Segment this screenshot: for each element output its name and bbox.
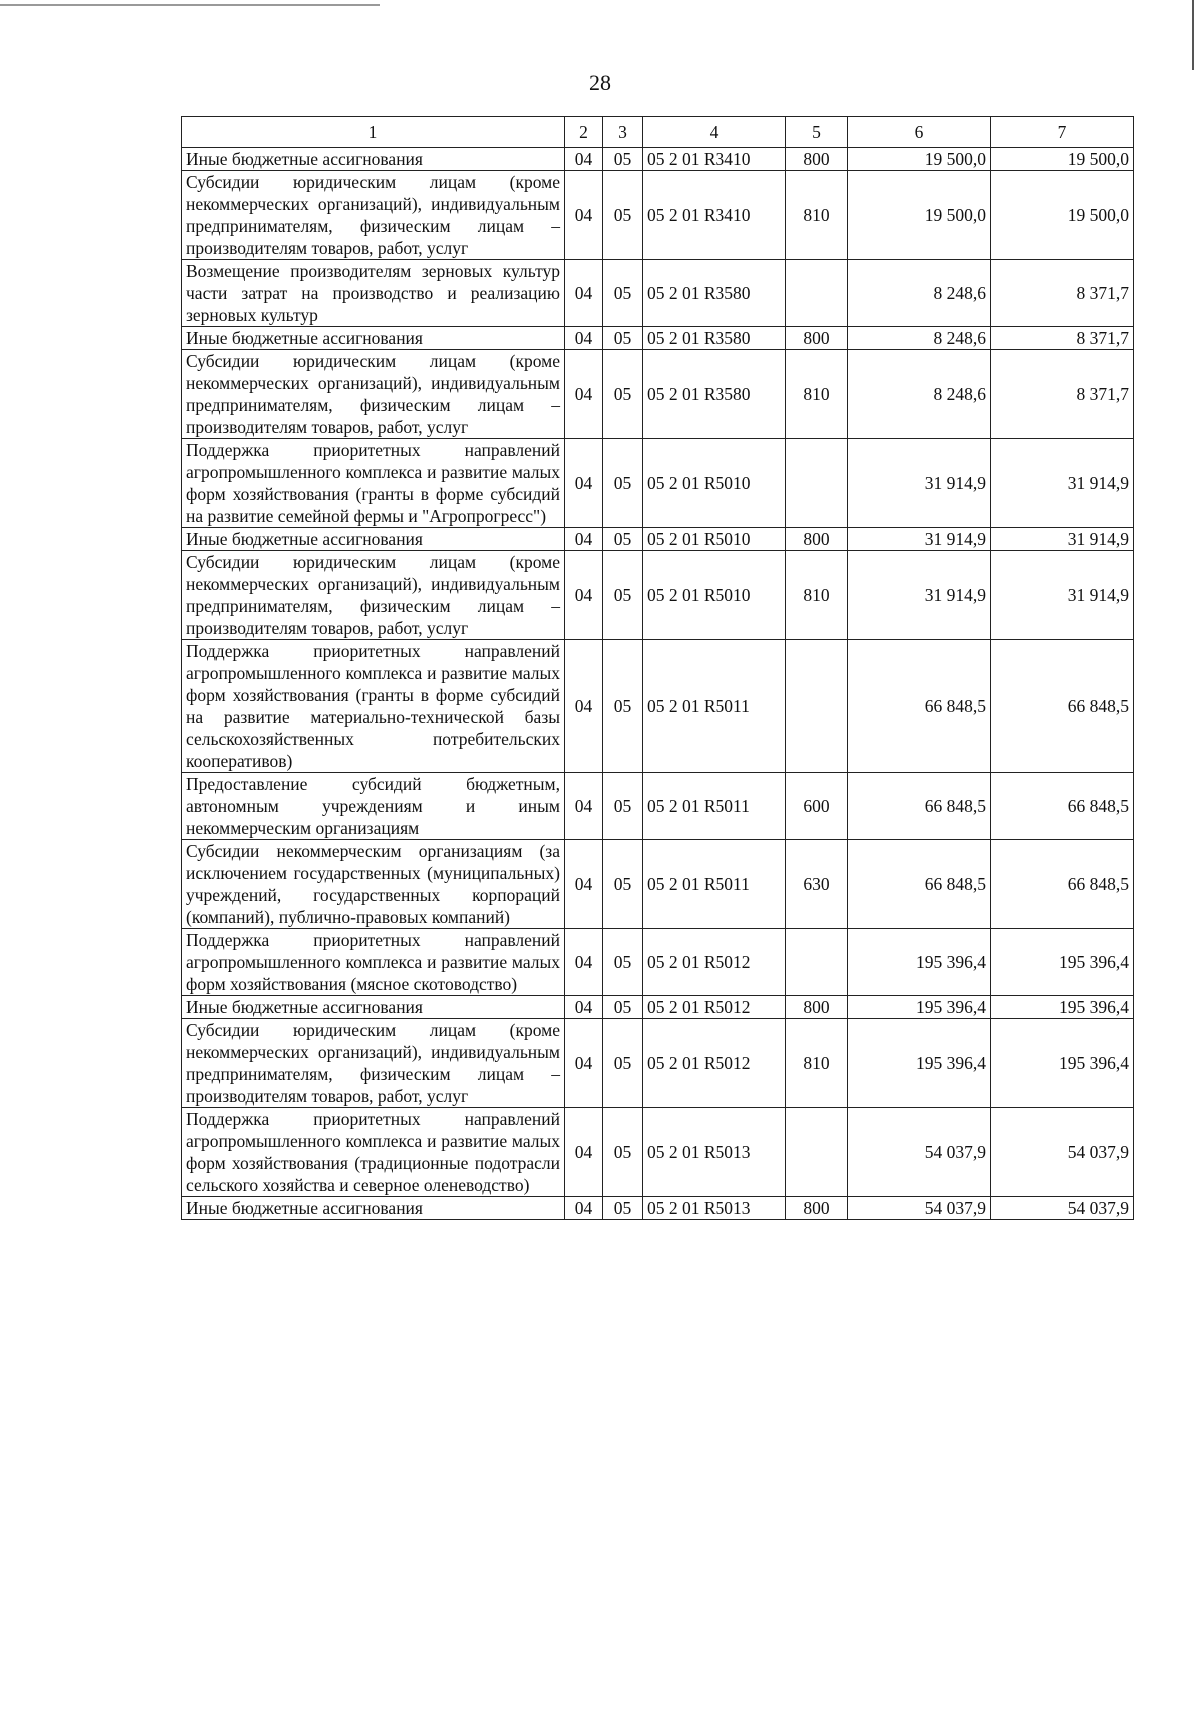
header-cell: 4 <box>643 117 786 148</box>
row-col3-cell: 05 <box>603 1019 643 1108</box>
header-cell: 2 <box>565 117 603 148</box>
row-col2-cell: 04 <box>565 148 603 171</box>
row-code-cell: 05 2 01 R3580 <box>643 350 786 439</box>
row-col2-cell: 04 <box>565 171 603 260</box>
header-cell: 3 <box>603 117 643 148</box>
row-amount-cell: 195 396,4 <box>991 1019 1134 1108</box>
table-row <box>182 528 1134 551</box>
row-col3-cell: 05 <box>603 1108 643 1197</box>
table-body <box>182 148 1134 1220</box>
row-amount-cell: 195 396,4 <box>991 929 1134 996</box>
row-amount-cell: 31 914,9 <box>848 528 991 551</box>
row-col5-cell: 810 <box>786 350 848 439</box>
row-code-cell: 05 2 01 R3410 <box>643 171 786 260</box>
row-amount-cell: 19 500,0 <box>991 148 1134 171</box>
row-col5-cell <box>786 1108 848 1197</box>
row-col3-cell: 05 <box>603 1197 643 1220</box>
row-col2-cell: 04 <box>565 260 603 327</box>
row-amount-cell: 8 248,6 <box>848 260 991 327</box>
row-code-cell: 05 2 01 R3580 <box>643 327 786 350</box>
table-row <box>182 439 1134 528</box>
row-amount-cell: 8 371,7 <box>991 327 1134 350</box>
table-row <box>182 148 1134 171</box>
scan-edge-mark <box>1192 0 1194 70</box>
row-amount-cell: 66 848,5 <box>991 773 1134 840</box>
row-name-cell: Возмещение производителям зерновых культур части затрат на производство и реализацию зерновых культур <box>182 260 565 327</box>
row-col2-cell: 04 <box>565 350 603 439</box>
table-row <box>182 996 1134 1019</box>
table-row <box>182 640 1134 773</box>
row-col3-cell: 05 <box>603 996 643 1019</box>
row-amount-cell: 66 848,5 <box>848 640 991 773</box>
row-amount-cell: 195 396,4 <box>991 996 1134 1019</box>
row-amount-cell: 8 371,7 <box>991 260 1134 327</box>
row-col5-cell <box>786 929 848 996</box>
row-amount-cell: 54 037,9 <box>848 1197 991 1220</box>
row-amount-cell: 66 848,5 <box>848 840 991 929</box>
row-code-cell: 05 2 01 R5011 <box>643 640 786 773</box>
scan-edge-mark <box>0 4 380 6</box>
row-name-cell: Субсидии юридическим лицам (кроме некоммерческих организаций), индивидуальным предпринимателям, физическим лицам – производителям товаров, работ, услуг <box>182 171 565 260</box>
row-code-cell: 05 2 01 R5011 <box>643 773 786 840</box>
table-row <box>182 840 1134 929</box>
row-amount-cell: 66 848,5 <box>991 640 1134 773</box>
header-cell: 5 <box>786 117 848 148</box>
table-row <box>182 171 1134 260</box>
row-col3-cell: 05 <box>603 640 643 773</box>
row-col2-cell: 04 <box>565 840 603 929</box>
header-row <box>182 117 1134 148</box>
row-name-cell: Поддержка приоритетных направлений агропромышленного комплекса и развитие малых форм хозяйствования (традиционные подотрасли сельского хозяйства и северное оленеводство) <box>182 1108 565 1197</box>
row-name-cell: Субсидии некоммерческим организациям (за исключением государственных (муниципальных) учреждений, государственных корпораций (компаний), публично-правовых компаний) <box>182 840 565 929</box>
row-col5-cell: 800 <box>786 148 848 171</box>
row-col5-cell: 600 <box>786 773 848 840</box>
row-name-cell: Иные бюджетные ассигнования <box>182 327 565 350</box>
row-col5-cell: 810 <box>786 1019 848 1108</box>
row-col2-cell: 04 <box>565 1197 603 1220</box>
budget-table <box>181 116 1134 1220</box>
row-code-cell: 05 2 01 R5013 <box>643 1197 786 1220</box>
row-code-cell: 05 2 01 R5012 <box>643 996 786 1019</box>
row-col3-cell: 05 <box>603 929 643 996</box>
row-amount-cell: 54 037,9 <box>991 1108 1134 1197</box>
row-col2-cell: 04 <box>565 439 603 528</box>
row-name-cell: Поддержка приоритетных направлений агропромышленного комплекса и развитие малых форм хозяйствования (гранты в форме субсидий на развитие семейной фермы и "Агропрогресс") <box>182 439 565 528</box>
row-col2-cell: 04 <box>565 1019 603 1108</box>
row-col3-cell: 05 <box>603 260 643 327</box>
row-col5-cell <box>786 260 848 327</box>
row-amount-cell: 8 248,6 <box>848 350 991 439</box>
row-col5-cell: 800 <box>786 528 848 551</box>
row-code-cell: 05 2 01 R3410 <box>643 148 786 171</box>
header-cell: 7 <box>991 117 1134 148</box>
row-col3-cell: 05 <box>603 551 643 640</box>
row-col5-cell: 630 <box>786 840 848 929</box>
row-col2-cell: 04 <box>565 996 603 1019</box>
row-col2-cell: 04 <box>565 1108 603 1197</box>
row-col2-cell: 04 <box>565 528 603 551</box>
row-code-cell: 05 2 01 R5010 <box>643 551 786 640</box>
row-col5-cell <box>786 640 848 773</box>
row-col5-cell: 800 <box>786 1197 848 1220</box>
row-code-cell: 05 2 01 R5011 <box>643 840 786 929</box>
row-code-cell: 05 2 01 R5010 <box>643 439 786 528</box>
row-code-cell: 05 2 01 R5012 <box>643 929 786 996</box>
row-code-cell: 05 2 01 R5010 <box>643 528 786 551</box>
row-col3-cell: 05 <box>603 773 643 840</box>
row-col2-cell: 04 <box>565 551 603 640</box>
row-col5-cell: 810 <box>786 171 848 260</box>
header-cell: 1 <box>182 117 565 148</box>
table-row <box>182 773 1134 840</box>
row-col3-cell: 05 <box>603 171 643 260</box>
row-col3-cell: 05 <box>603 528 643 551</box>
row-amount-cell: 19 500,0 <box>848 148 991 171</box>
row-col3-cell: 05 <box>603 327 643 350</box>
row-amount-cell: 66 848,5 <box>991 840 1134 929</box>
table-row <box>182 1019 1134 1108</box>
row-amount-cell: 31 914,9 <box>991 439 1134 528</box>
table-row <box>182 1108 1134 1197</box>
row-amount-cell: 54 037,9 <box>991 1197 1134 1220</box>
row-col3-cell: 05 <box>603 439 643 528</box>
table-row <box>182 350 1134 439</box>
row-amount-cell: 19 500,0 <box>991 171 1134 260</box>
row-col3-cell: 05 <box>603 350 643 439</box>
row-col5-cell: 800 <box>786 327 848 350</box>
row-amount-cell: 8 371,7 <box>991 350 1134 439</box>
table-row <box>182 551 1134 640</box>
table-row <box>182 1197 1134 1220</box>
row-name-cell: Поддержка приоритетных направлений агропромышленного комплекса и развитие малых форм хозяйствования (гранты в форме субсидий на развитие материально-технической базы сельскохозяйственных потребительских кооперативов) <box>182 640 565 773</box>
row-code-cell: 05 2 01 R5013 <box>643 1108 786 1197</box>
row-col5-cell <box>786 439 848 528</box>
row-amount-cell: 54 037,9 <box>848 1108 991 1197</box>
row-amount-cell: 195 396,4 <box>848 996 991 1019</box>
row-code-cell: 05 2 01 R3580 <box>643 260 786 327</box>
row-col2-cell: 04 <box>565 929 603 996</box>
row-col2-cell: 04 <box>565 773 603 840</box>
row-name-cell: Субсидии юридическим лицам (кроме некоммерческих организаций), индивидуальным предпринимателям, физическим лицам – производителям товаров, работ, услуг <box>182 350 565 439</box>
row-amount-cell: 195 396,4 <box>848 929 991 996</box>
row-col3-cell: 05 <box>603 840 643 929</box>
row-name-cell: Субсидии юридическим лицам (кроме некоммерческих организаций), индивидуальным предпринимателям, физическим лицам – производителям товаров, работ, услуг <box>182 1019 565 1108</box>
row-col5-cell: 800 <box>786 996 848 1019</box>
table-row <box>182 327 1134 350</box>
row-col2-cell: 04 <box>565 327 603 350</box>
row-col5-cell: 810 <box>786 551 848 640</box>
row-amount-cell: 195 396,4 <box>848 1019 991 1108</box>
table-row <box>182 260 1134 327</box>
row-amount-cell: 8 248,6 <box>848 327 991 350</box>
row-amount-cell: 31 914,9 <box>991 551 1134 640</box>
row-name-cell: Иные бюджетные ассигнования <box>182 1197 565 1220</box>
row-name-cell: Иные бюджетные ассигнования <box>182 528 565 551</box>
page-number: 28 <box>589 70 611 95</box>
row-name-cell: Субсидии юридическим лицам (кроме некоммерческих организаций), индивидуальным предпринимателям, физическим лицам – производителям товаров, работ, услуг <box>182 551 565 640</box>
row-amount-cell: 19 500,0 <box>848 171 991 260</box>
row-name-cell: Иные бюджетные ассигнования <box>182 996 565 1019</box>
row-name-cell: Предоставление субсидий бюджетным, автономным учреждениям и иным некоммерческим организациям <box>182 773 565 840</box>
row-name-cell: Поддержка приоритетных направлений агропромышленного комплекса и развитие малых форм хозяйствования (мясное скотоводство) <box>182 929 565 996</box>
row-amount-cell: 66 848,5 <box>848 773 991 840</box>
row-col2-cell: 04 <box>565 640 603 773</box>
row-amount-cell: 31 914,9 <box>848 551 991 640</box>
row-name-cell: Иные бюджетные ассигнования <box>182 148 565 171</box>
row-code-cell: 05 2 01 R5012 <box>643 1019 786 1108</box>
row-amount-cell: 31 914,9 <box>848 439 991 528</box>
row-amount-cell: 31 914,9 <box>991 528 1134 551</box>
header-cell: 6 <box>848 117 991 148</box>
table-row <box>182 929 1134 996</box>
row-col3-cell: 05 <box>603 148 643 171</box>
